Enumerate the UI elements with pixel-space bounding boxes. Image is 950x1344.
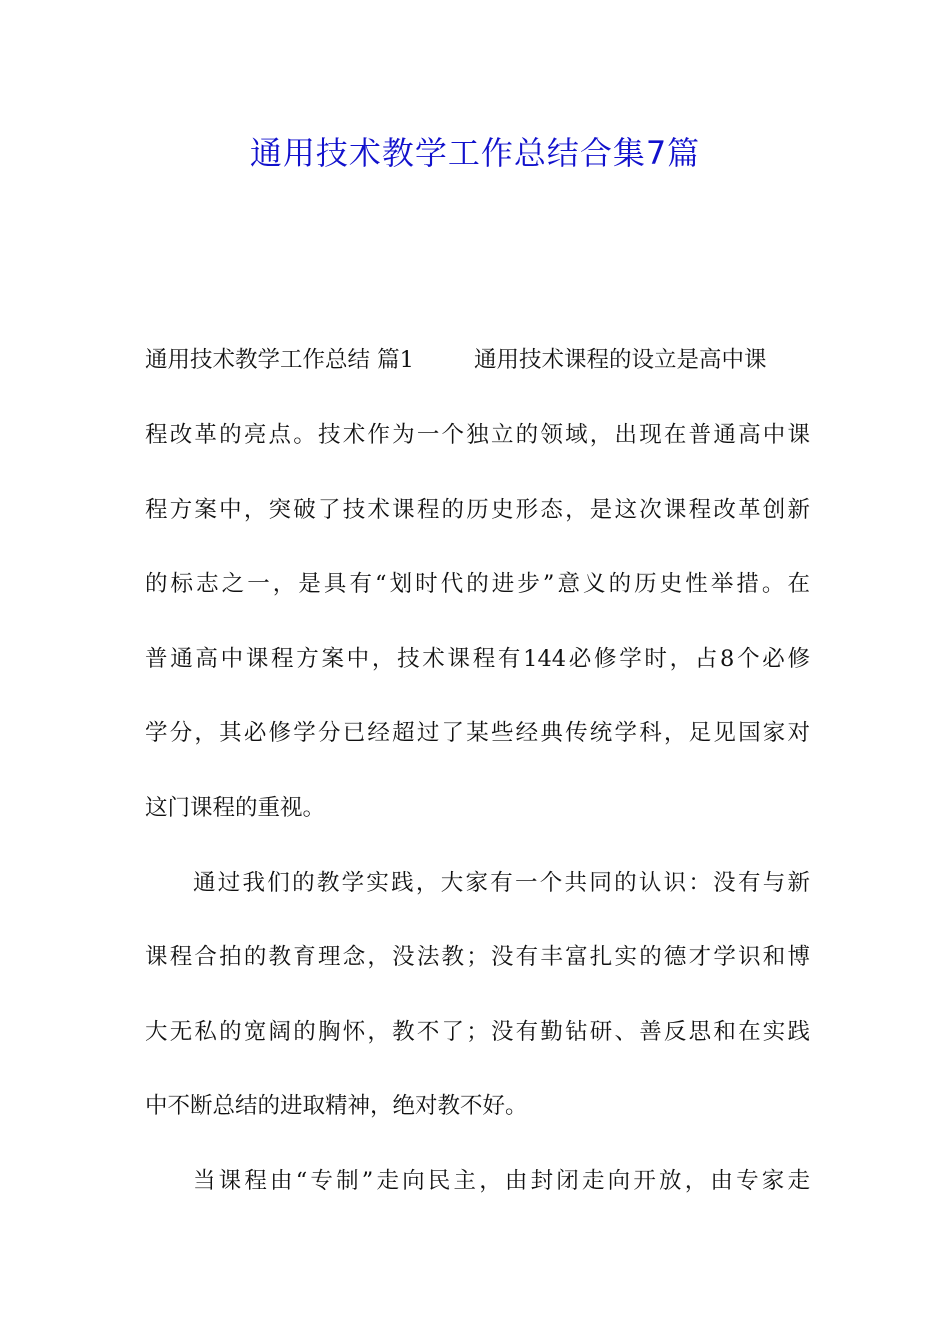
paragraph-1-line-2: 程改革的亮点。技术作为一个独立的领域，出现在普通高中课 [145, 422, 810, 448]
paragraph-1-line-6: 学分，其必修学分已经超过了某些经典传统学科，足见国家对 [145, 720, 810, 746]
paragraph-1-line-4: 的标志之一，是具有“划时代的进步”意义的历史性举措。在 [145, 571, 810, 597]
paragraph-1-line-7: 这门课程的重视。 [145, 795, 326, 821]
paragraph-2-line-2: 课程合拍的教育理念，没法教；没有丰富扎实的德才学识和博 [145, 944, 810, 970]
paragraph-1-line-1-text: 通用技术课程的设立是高中课 [473, 347, 767, 373]
paragraph-3-line-1: 当课程由“专制”走向民主，由封闭走向开放，由专家走 [193, 1168, 810, 1194]
paragraph-2-line-1: 通过我们的教学实践，大家有一个共同的认识：没有与新 [193, 870, 810, 896]
paragraph-1-line-1 [145, 342, 810, 378]
paragraph-1-line-3: 程方案中，突破了技术课程的历史形态，是这次课程改革创新 [145, 497, 810, 523]
paragraph-2-line-3: 大无私的宽阔的胸怀，教不了；没有勤钻研、善反思和在实践 [145, 1019, 810, 1045]
document-title: 通用技术教学工作总结合集7篇 [249, 134, 701, 172]
section-heading: 通用技术教学工作总结 篇1 [145, 347, 414, 373]
paragraph-2-line-4: 中不断总结的进取精神，绝对教不好。 [145, 1093, 528, 1119]
paragraph-1-line-5: 普通高中课程方案中，技术课程有144必修学时，占8个必修 [145, 646, 810, 672]
